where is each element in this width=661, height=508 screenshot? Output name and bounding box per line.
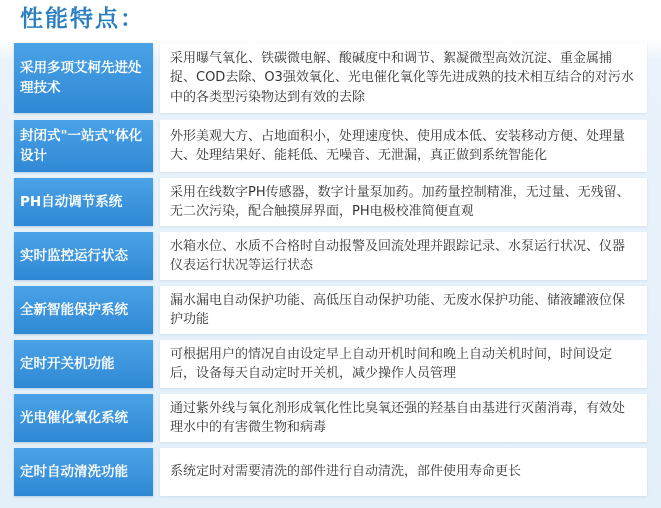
feature-label: 封闭式"一站式"体化设计 [14,120,153,172]
feature-label: PH自动调节系统 [14,178,153,226]
feature-desc-text: 采用曝气氧化、铁碳微电解、酸碱度中和调节、絮凝微型高效沉淀、重金属捕捉、COD去除、O3强效氧化、光电催化氧化等先进成熟的技术相互结合的对污水中的各类型污染物达到有效的去除 [170,50,634,105]
feature-desc-text: 漏水漏电自动保护功能、高低压自动保护功能、无废水保护功能、储液罐液位保护功能 [170,292,626,327]
feature-desc [160,178,647,226]
section-heading: 性能特点： [20,6,145,32]
feature-label: 定时自动清洗功能 [14,448,153,496]
feature-label: 定时开关机功能 [14,340,153,388]
feature-desc [160,340,647,388]
feature-row [14,448,647,496]
feature-desc [160,232,647,280]
feature-desc [160,120,647,172]
feature-desc-text: 水箱水位、水质不合格时自动报警及回流处理并跟踪记录、水泵运行状况、仪器仪表运行状况等运行状态 [170,238,626,273]
feature-desc [160,394,647,442]
feature-row [14,43,647,113]
feature-row [14,340,647,388]
feature-desc-text: 可根据用户的情况自由设定早上自动开机时间和晚上自动关机时间，时间设定后，设备每天自动定时开关机，减少操作人员管理 [170,346,613,381]
feature-row [14,120,647,172]
feature-row [14,232,647,280]
feature-label: 全新智能保护系统 [14,286,153,334]
feature-desc-text: 通过紫外线与氧化剂形成氧化性比臭氧还强的羟基自由基进行灭菌消毒，有效处理水中的有害微生物和病毒 [170,400,626,435]
feature-label: 采用多项艾柯先进处理技术 [14,43,153,113]
feature-row [14,178,647,226]
feature-row [14,394,647,442]
feature-row [14,286,647,334]
feature-desc [160,43,647,113]
feature-label: 实时监控运行状态 [14,232,153,280]
feature-desc [160,286,647,334]
feature-desc-text: 外形美观大方、占地面积小，处理速度快、使用成本低、安装移动方便、处理量大、处理结果好、能耗低、无噪音、无泄漏，真正做到系统智能化 [170,128,626,163]
feature-label: 光电催化氧化系统 [14,394,153,442]
feature-desc-text: 系统定时对需要清洗的部件进行自动清洗，部件使用寿命更长 [170,464,522,480]
feature-desc-text: 采用在线数字PH传感器，数字计量泵加药。加药量控制精准，无过量、无残留、无二次污染，配合触摸屏界面，PH电极校准简便直观 [170,184,630,219]
feature-desc [160,448,647,496]
